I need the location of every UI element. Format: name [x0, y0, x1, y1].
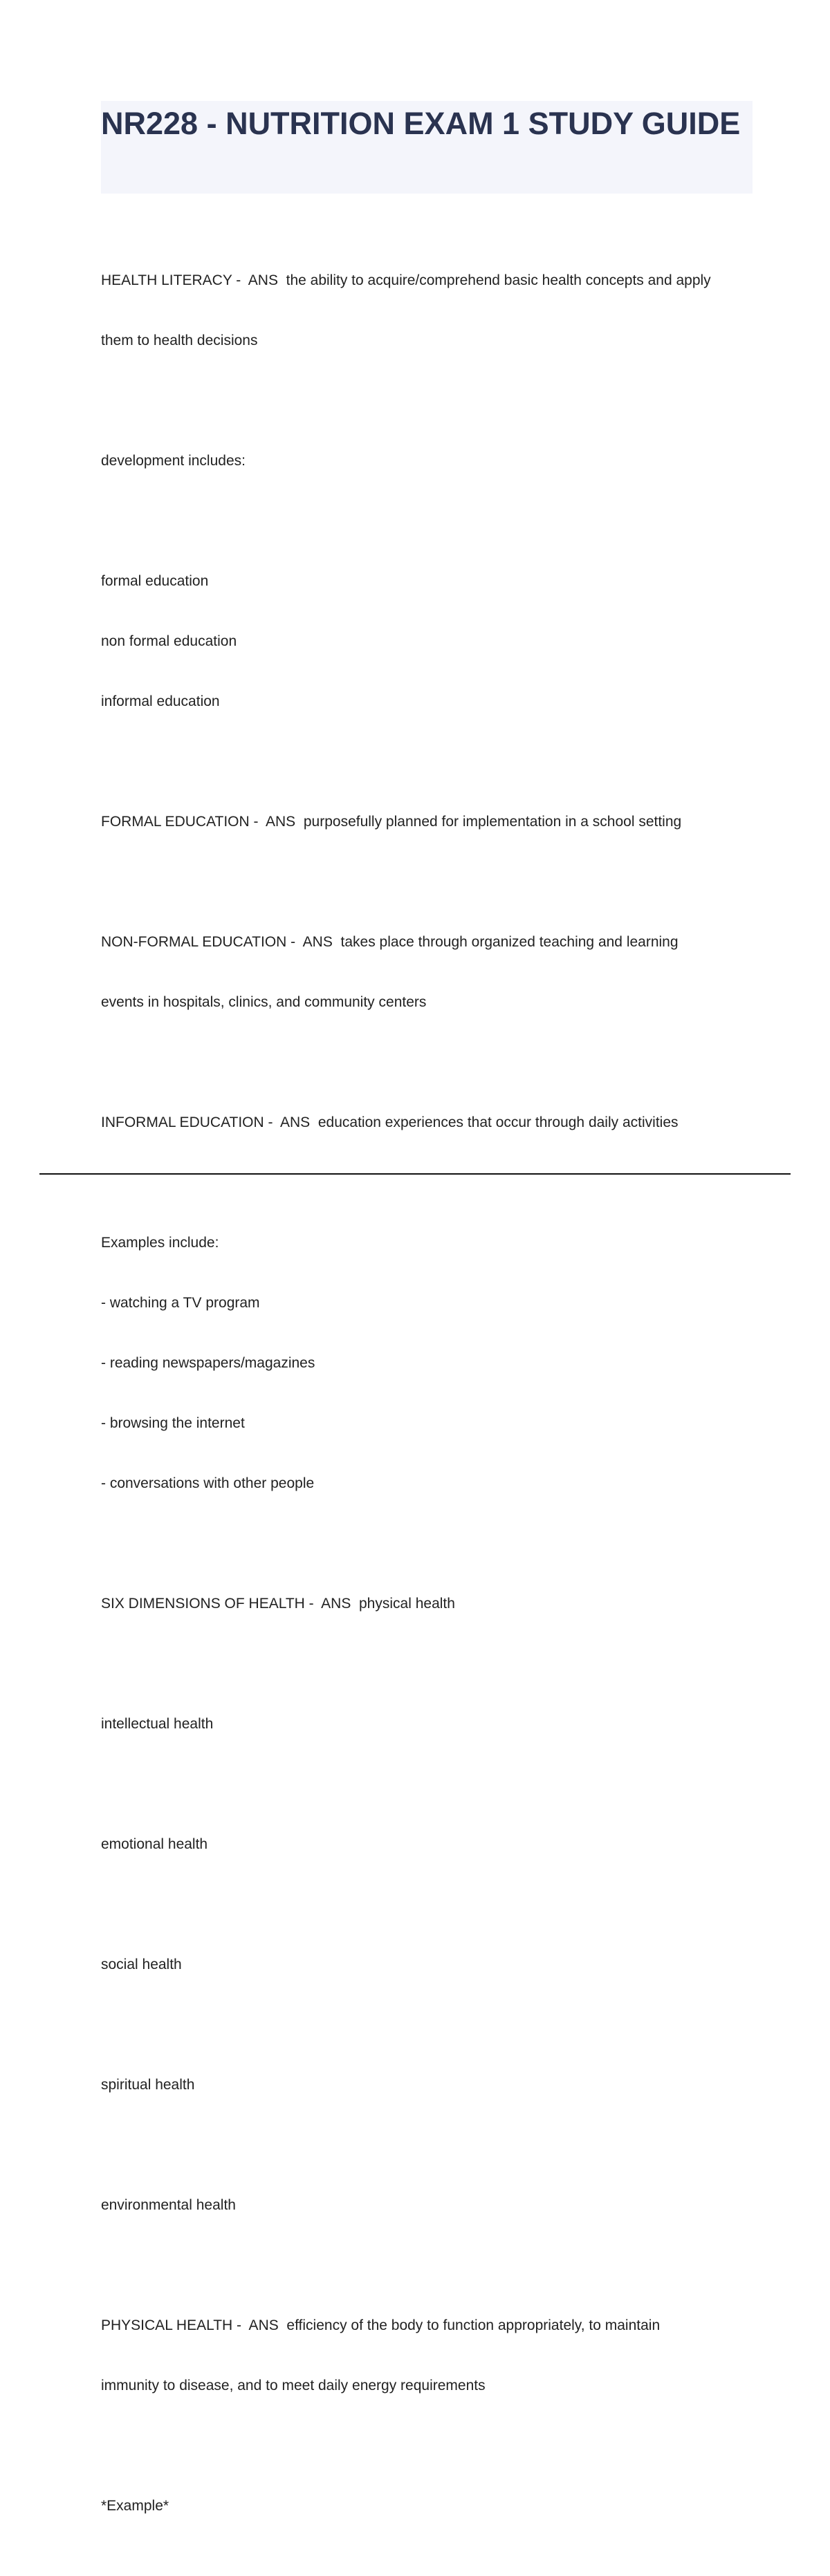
paragraph-spiritual-health [101, 2035, 758, 2135]
paragraph-formal-education [101, 772, 758, 872]
text-line: events in hospitals, clinics, and community centers [101, 994, 427, 1010]
paragraph-development [101, 411, 758, 511]
title-block [101, 101, 753, 194]
paragraph-informal-education [101, 1072, 758, 1173]
list-item: - reading newspapers/magazines [101, 1355, 315, 1371]
text-line: environmental health [101, 2197, 236, 2213]
text-line: HEALTH LITERACY - ANS the ability to acquire/comprehend basic health concepts and apply [101, 272, 711, 288]
text-line: FORMAL EDUCATION - ANS purposefully planned for implementation in a school setting [101, 814, 682, 830]
paragraph-physical-health [101, 2275, 758, 2436]
text-line: *Example* [101, 2498, 169, 2514]
paragraph-examples [101, 1193, 758, 1533]
list-item: - conversations with other people [101, 1475, 315, 1491]
text-line: non formal education [101, 633, 237, 649]
page-bottom-divider [39, 1173, 791, 1175]
text-line: emotional health [101, 1836, 208, 1852]
paragraph-environmental-health [101, 2155, 758, 2255]
text-line: formal education [101, 573, 209, 589]
list-item: - browsing the internet [101, 1415, 245, 1431]
text-line: immunity to disease, and to meet daily energy requirements [101, 2378, 486, 2393]
text-line: NON-FORMAL EDUCATION - ANS takes place through organized teaching and learning [101, 934, 679, 950]
text-line: social health [101, 1957, 182, 1972]
paragraph-social-health [101, 1914, 758, 2015]
paragraph-health-literacy [101, 230, 758, 391]
text-line: Examples include: [101, 1235, 219, 1251]
text-line: INFORMAL EDUCATION - ANS education experiences that occur through daily activities [101, 1114, 679, 1130]
paragraph-non-formal-education [101, 892, 758, 1052]
text-line: them to health decisions [101, 333, 258, 348]
paragraph-six-dimensions [101, 1553, 758, 1654]
paragraph-emotional-health [101, 1794, 758, 1894]
list-item: - watching a TV program [101, 1295, 260, 1311]
text-line: development includes: [101, 453, 246, 469]
paragraph-example [101, 2456, 758, 2556]
text-line: informal education [101, 693, 220, 709]
document-body [101, 230, 758, 2576]
text-line: SIX DIMENSIONS OF HEALTH - ANS physical health [101, 1596, 455, 1612]
document-title: NR228 - NUTRITION EXAM 1 STUDY GUIDE [101, 106, 741, 141]
text-line: spiritual health [101, 2077, 195, 2093]
paragraph-education-types [101, 531, 758, 752]
text-line: intellectual health [101, 1716, 214, 1732]
text-line: PHYSICAL HEALTH - ANS efficiency of the body to function appropriately, to maintain [101, 2317, 661, 2333]
paragraph-intellectual-health [101, 1674, 758, 1774]
